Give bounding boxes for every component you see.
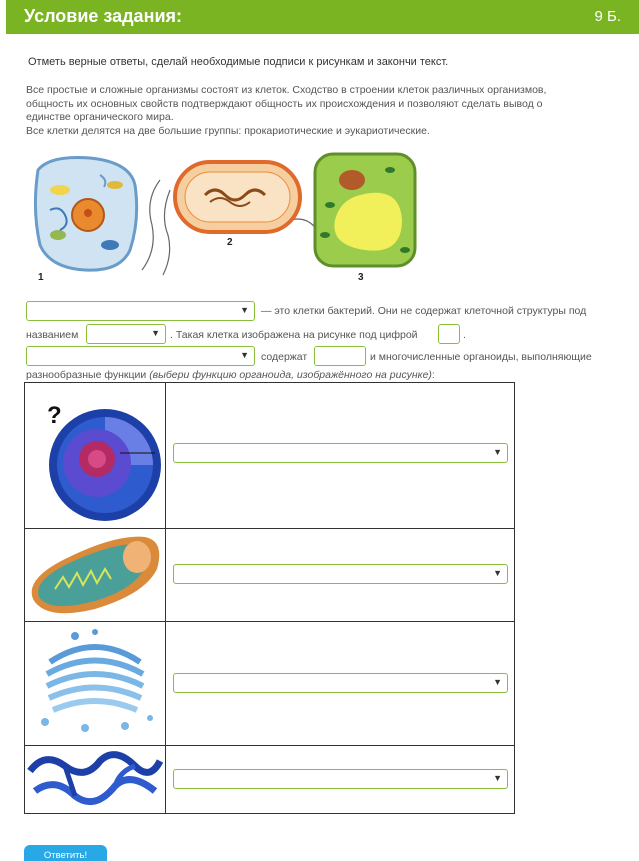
- er-image-cell: [25, 746, 166, 813]
- sentence-text: содержат: [261, 351, 308, 363]
- animal-cell-image: [35, 158, 136, 271]
- table-row: [25, 383, 514, 529]
- question-mark: ?: [47, 402, 62, 429]
- sentence-text: названием: [26, 329, 79, 341]
- sentence-text-italic: (выбери функцию органоида, изображённого на рисунке): [149, 369, 432, 381]
- nucleus-image: [25, 383, 166, 528]
- instruction-text: Отметь верные ответы, сделай необходимые подписи к рисункам и закончи текст.: [28, 56, 449, 68]
- table-row: [25, 746, 514, 813]
- sentence-text: — это клетки бактерий. Они не содержат клеточной структуры под: [261, 305, 587, 317]
- chevron-down-icon: ▼: [493, 773, 502, 783]
- task-title: Условие задания:: [24, 6, 183, 26]
- figure-label-2: 2: [227, 237, 233, 248]
- table-row: [25, 622, 514, 746]
- chevron-down-icon: ▼: [151, 328, 160, 338]
- structure-input[interactable]: [314, 346, 366, 366]
- nucleus-image-cell: [25, 383, 166, 528]
- structure-select[interactable]: [86, 324, 166, 344]
- chevron-down-icon: ▼: [493, 677, 502, 687]
- organelle-function-select-3[interactable]: [173, 673, 508, 693]
- cell-type-2-select[interactable]: [26, 346, 255, 366]
- organelle-function-select-4[interactable]: [173, 769, 508, 789]
- chevron-down-icon: ▼: [240, 350, 249, 360]
- er-image: [25, 746, 166, 812]
- figure-number-input[interactable]: [438, 324, 460, 344]
- organelle-function-select-1[interactable]: [173, 443, 508, 463]
- mitochondrion-image: [25, 529, 166, 621]
- chevron-down-icon: ▼: [493, 447, 502, 457]
- sentence-text-normal: разнообразные функции: [26, 369, 147, 381]
- cell-type-select[interactable]: [26, 301, 255, 321]
- intro-text: [26, 84, 606, 138]
- sentence-text: [26, 369, 435, 381]
- organelle-function-select-2[interactable]: [173, 564, 508, 584]
- sentence-text: .: [463, 329, 466, 341]
- bacterium-cell-image: [142, 162, 340, 275]
- intro-line: Все клетки делятся на две большие группы: прокариотические и эукариотические.: [26, 124, 430, 137]
- plant-cell-image: [315, 154, 415, 266]
- sentence-text: . Такая клетка изображена на рисунке под цифрой: [170, 329, 418, 341]
- figure-label-1: 1: [38, 272, 44, 283]
- intro-line: общность их основных свойств подтверждают общность их происхождения и позволяют сделать вывод о: [26, 97, 543, 110]
- task-points: 9 Б.: [594, 8, 621, 25]
- table-row: [25, 529, 514, 622]
- task-header: [6, 0, 639, 34]
- cells-illustration: [30, 150, 425, 285]
- figure-label-3: 3: [358, 272, 364, 283]
- intro-line: Все простые и сложные организмы состоят из клеток. Сходство в строении клеток различных организмов,: [26, 84, 547, 96]
- golgi-image: [25, 622, 166, 745]
- organelle-table: [24, 382, 515, 814]
- mitochondrion-image-cell: [25, 529, 166, 621]
- chevron-down-icon: ▼: [493, 568, 502, 578]
- chevron-down-icon: ▼: [240, 305, 249, 315]
- intro-line: единстве органического мира.: [26, 111, 174, 123]
- sentence-text: и многочисленные органоиды, выполняющие: [370, 351, 592, 363]
- golgi-image-cell: [25, 622, 166, 745]
- submit-button[interactable]: Ответить!: [24, 845, 107, 861]
- sentence-colon: :: [431, 369, 435, 381]
